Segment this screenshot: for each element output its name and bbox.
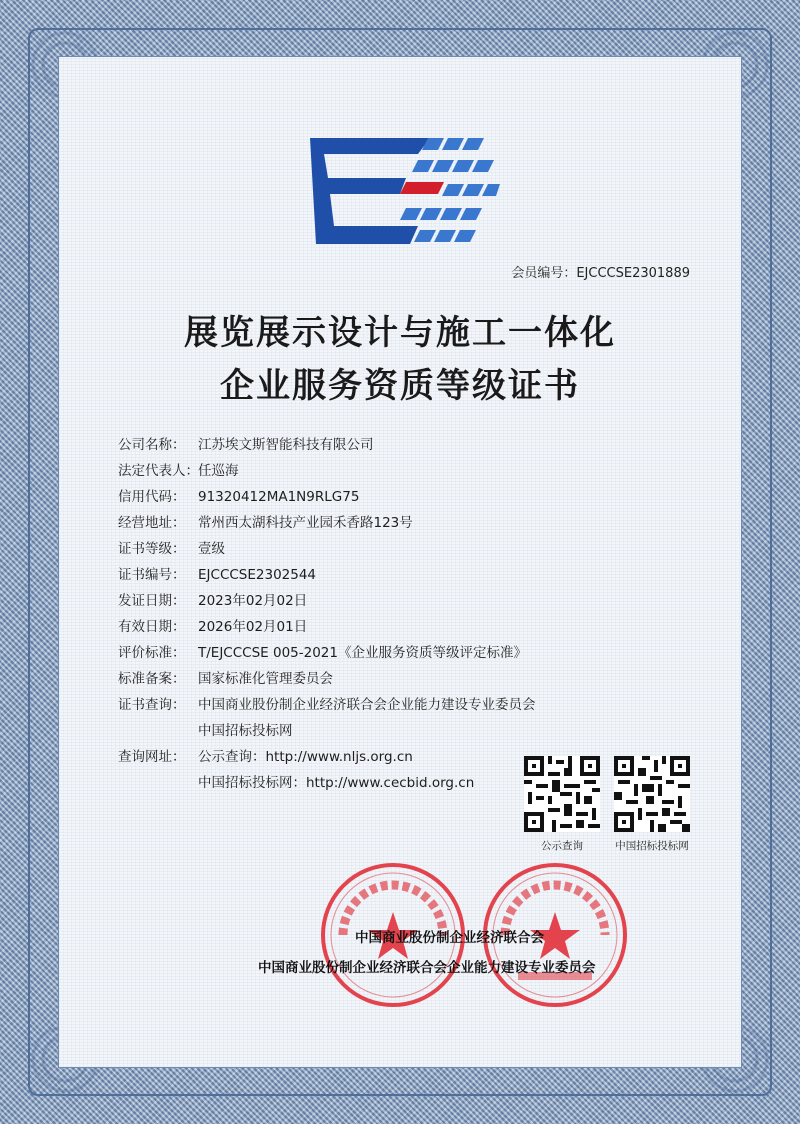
certificate-title-line2: 企业服务资质等级证书 <box>220 366 580 406</box>
field-label: 信用代码： <box>118 489 186 505</box>
field-value: 壹级 <box>198 541 225 557</box>
certificate-fields <box>118 432 678 796</box>
field-value: 江苏埃文斯智能科技有限公司 <box>198 437 374 453</box>
field-label: 发证日期： <box>118 593 186 609</box>
field-label: 证书查询： <box>118 697 186 713</box>
field-value[interactable]: 中国招标投标网：http://www.cecbid.org.cn <box>198 775 475 791</box>
member-number-label: 会员编号： <box>511 266 577 281</box>
field-value: 2026年02月01日 <box>198 619 308 635</box>
field-label: 证书编号： <box>118 567 186 583</box>
field-label: 公司名称： <box>118 437 186 453</box>
field-label: 标准备案： <box>118 671 186 687</box>
field-label: 法定代表人： <box>118 463 199 479</box>
field-row-certificate-grade <box>118 536 678 562</box>
field-value: 常州西太湖科技产业园禾香路123号 <box>198 515 413 531</box>
field-value[interactable]: 公示查询：http://www.nljs.org.cn <box>198 749 413 765</box>
qr-caption-public-query: 公示查询 <box>541 840 583 852</box>
field-label: 有效日期： <box>118 619 186 635</box>
field-label: 证书等级： <box>118 541 186 557</box>
field-label: 查询网址： <box>118 749 186 765</box>
field-row-standard-filing <box>118 666 678 692</box>
field-row-valid-date <box>118 614 678 640</box>
field-row-certificate-query <box>118 692 678 718</box>
qr-code-cecbid[interactable] <box>614 756 690 832</box>
issuer-primary: 中国商业股份制企业经济联合会 <box>355 930 544 946</box>
field-row-credit-code <box>118 484 678 510</box>
field-value: 2023年02月02日 <box>198 593 308 609</box>
organization-logo <box>310 138 500 248</box>
field-label: 经营地址： <box>118 515 186 531</box>
field-row-certificate-number <box>118 562 678 588</box>
member-number <box>511 262 690 281</box>
issuer-secondary: 中国商业股份制企业经济联合会企业能力建设专业委员会 <box>258 960 596 976</box>
field-value: T/EJCCCSE 005-2021《企业服务资质等级评定标准》 <box>198 645 527 661</box>
field-row-business-address <box>118 510 678 536</box>
field-value: 任巡海 <box>198 463 239 479</box>
qr-code-public-query[interactable] <box>524 756 600 832</box>
qr-caption-cecbid: 中国招标投标网 <box>615 840 689 852</box>
qr-code-icon <box>614 756 690 832</box>
qr-code-icon <box>524 756 600 832</box>
field-row-certificate-query-2 <box>118 718 678 744</box>
certificate-title-line1: 展览展示设计与施工一体化 <box>184 313 616 353</box>
field-row-company-name <box>118 432 678 458</box>
field-value: EJCCCSE2302544 <box>198 567 317 583</box>
field-value: 91320412MA1N9RLG75 <box>198 489 360 505</box>
field-value: 国家标准化管理委员会 <box>198 671 333 687</box>
field-row-evaluation-standard <box>118 640 678 666</box>
member-number-value: EJCCCSE2301889 <box>576 266 690 281</box>
field-value: 中国商业股份制企业经济联合会企业能力建设专业委员会 <box>198 697 536 713</box>
field-value: 中国招标投标网 <box>198 723 293 739</box>
field-row-legal-representative <box>118 458 678 484</box>
field-row-issue-date <box>118 588 678 614</box>
field-label: 评价标准： <box>118 645 186 661</box>
